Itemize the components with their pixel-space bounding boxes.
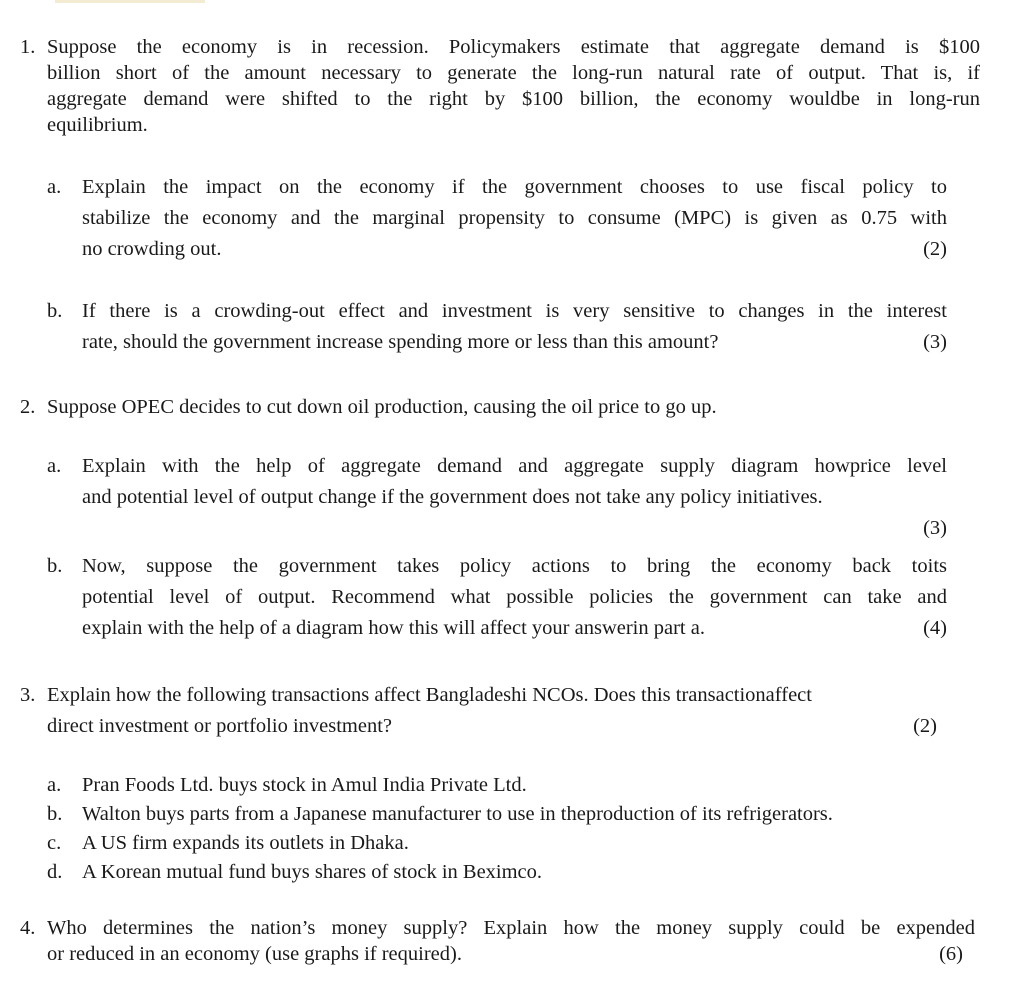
part-label: a. (47, 176, 62, 198)
part-text-line: stabilize the economy and the marginal propensity to consume (MPC) is given as 0.75 with (82, 207, 947, 229)
question-text-line: billion short of the amount necessary to generate the long-run natural rate of output. That is, if (47, 62, 980, 84)
item-text: A Korean mutual fund buys shares of stock in Beximco. (82, 861, 543, 883)
question-text-line: Suppose the economy is in recession. Policymakers estimate that aggregate demand is $100 (47, 36, 980, 58)
question-text-line: Suppose OPEC decides to cut down oil production, causing the oil price to go up. (47, 396, 717, 418)
question-text-line: or reduced in an economy (use graphs if required). (47, 943, 462, 965)
question-number: 2. (20, 396, 36, 418)
question-text-line: equilibrium. (47, 114, 148, 136)
question-number: 1. (20, 36, 36, 58)
question-2 (20, 394, 980, 420)
marks: (3) (923, 517, 947, 539)
list-item (47, 800, 987, 829)
item-label: c. (47, 832, 62, 854)
question-number: 3. (20, 684, 36, 706)
question-4 (20, 915, 980, 967)
question-1 (20, 34, 980, 138)
item-text: A US firm expands its outlets in Dhaka. (82, 832, 409, 854)
question-2b (47, 551, 947, 644)
list-item (47, 829, 987, 858)
question-1a (47, 172, 947, 265)
part-text-line: Explain the impact on the economy if the government chooses to use fiscal policy to (82, 176, 947, 198)
question-text-line: aggregate demand were shifted to the right by $100 billion, the economy wouldbe in long-run (47, 88, 980, 110)
list-item (47, 771, 987, 800)
part-label: a. (47, 455, 62, 477)
part-label: b. (47, 300, 63, 322)
marks: (2) (913, 715, 937, 737)
question-3 (20, 680, 980, 742)
highlight-mark (55, 0, 205, 3)
question-number: 4. (20, 917, 36, 939)
item-label: a. (47, 774, 62, 796)
part-label: b. (47, 555, 63, 577)
item-label: d. (47, 861, 63, 883)
question-text-line: Who determines the nation’s money supply? Explain how the money supply could be expended (47, 917, 975, 939)
part-text-line: Now, suppose the government takes policy actions to bring the economy back toits (82, 555, 947, 577)
part-text-line: potential level of output. Recommend what possible policies the government can take and (82, 586, 947, 608)
marks: (6) (939, 943, 963, 965)
question-text-line: direct investment or portfolio investment? (47, 715, 392, 737)
part-text-line: If there is a crowding-out effect and investment is very sensitive to changes in the interest (82, 300, 947, 322)
item-label: b. (47, 803, 63, 825)
part-text-line: Explain with the help of aggregate demand and aggregate supply diagram howprice level (82, 455, 947, 477)
transaction-list (47, 771, 987, 887)
part-text-line: rate, should the government increase spending more or less than this amount? (82, 331, 719, 353)
question-2a (47, 451, 947, 544)
list-item (47, 858, 987, 887)
part-text-line: explain with the help of a diagram how this will affect your answerin part a. (82, 617, 705, 639)
question-1b (47, 296, 947, 358)
question-text-line: Explain how the following transactions affect Bangladeshi NCOs. Does this transactionaffect (47, 684, 812, 706)
item-text: Walton buys parts from a Japanese manufacturer to use in theproduction of its refrigerators. (82, 803, 833, 825)
item-text: Pran Foods Ltd. buys stock in Amul India Private Ltd. (82, 774, 527, 796)
marks: (2) (923, 238, 947, 260)
marks: (4) (923, 617, 947, 639)
part-text-line: and potential level of output change if the government does not take any policy initiatives. (82, 486, 823, 508)
marks: (3) (923, 331, 947, 353)
part-text-line: no crowding out. (82, 238, 222, 260)
